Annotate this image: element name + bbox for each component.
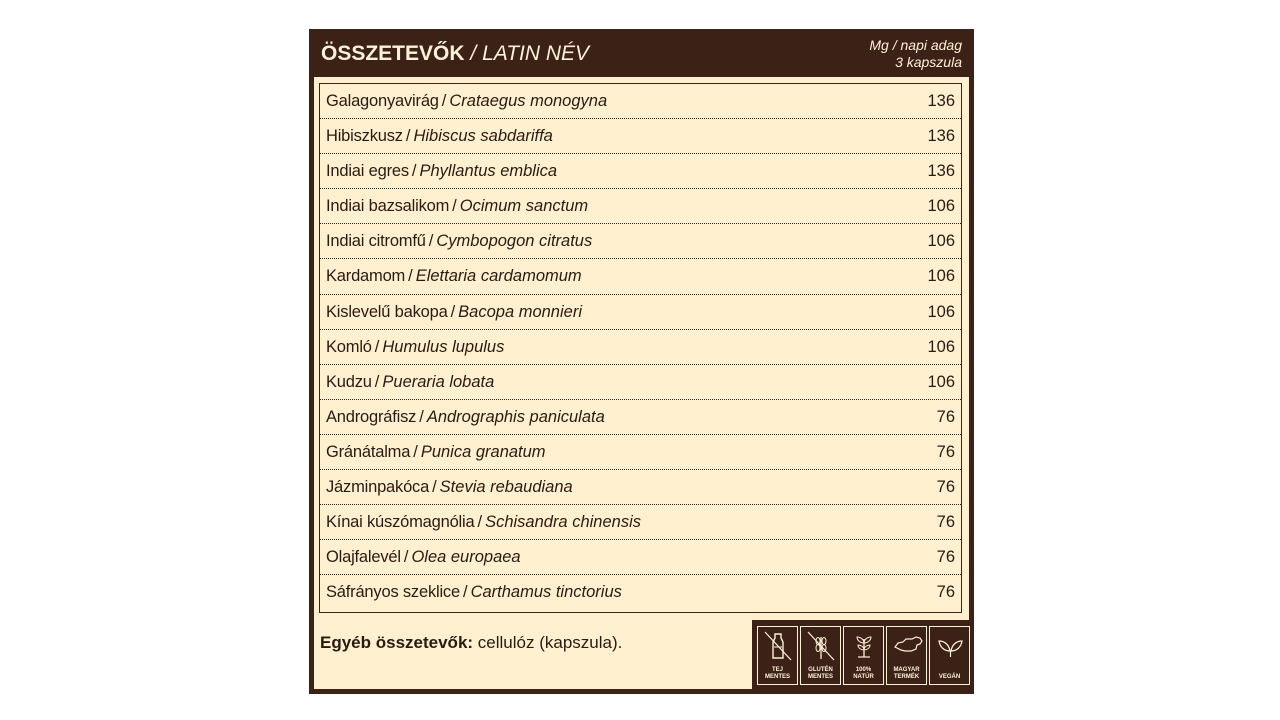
ingredient-name <box>326 478 573 497</box>
ingredient-separator: / <box>405 127 411 146</box>
unit-label <box>869 37 962 71</box>
unit-label-line1: Mg / napi adag <box>869 37 962 53</box>
ingredient-name <box>326 548 521 567</box>
ingredient-latin-name: Humulus lupulus <box>382 337 505 356</box>
ingredient-latin-name: Olea europaea <box>411 548 521 567</box>
ingredient-separator: / <box>432 478 437 497</box>
ingredient-separator: / <box>477 513 483 532</box>
hungary-map-icon <box>893 631 923 661</box>
ingredient-row <box>320 119 961 154</box>
header-title-separator: / <box>470 42 477 65</box>
ingredient-latin-name: Crataegus monogyna <box>449 92 608 110</box>
ingredient-hungarian-name: Gránátalma <box>326 442 411 461</box>
ingredient-name <box>326 408 605 427</box>
ingredient-latin-name: Elettaria cardamomum <box>415 267 582 286</box>
ingredient-row <box>320 330 961 365</box>
ingredient-table <box>319 83 962 613</box>
ingredient-hungarian-name: Sáfrányos szeklice <box>326 583 460 602</box>
ingredient-hungarian-name: Jázminpakóca <box>326 478 430 497</box>
milk-bottle-crossed-icon <box>764 631 792 661</box>
ingredient-amount: 76 <box>936 583 955 602</box>
ingredient-row <box>320 575 961 610</box>
ingredient-name <box>326 513 641 532</box>
ingredient-amount: 136 <box>927 92 955 110</box>
ingredient-hungarian-name: Indiai bazsalikom <box>326 197 450 216</box>
other-ingredients-value: cellulóz (kapszula). <box>473 633 623 652</box>
ingredient-hungarian-name: Indiai citromfű <box>326 232 426 251</box>
supplement-label <box>309 29 974 694</box>
other-ingredients-label: Egyéb összetevők: <box>320 633 474 652</box>
ingredient-row <box>320 189 961 224</box>
ingredient-latin-name: Andrographis paniculata <box>426 407 605 426</box>
ingredient-name <box>326 232 592 251</box>
ingredient-row <box>320 84 961 119</box>
header-title-latin: LATIN NÉV <box>482 42 590 65</box>
ingredient-hungarian-name: Olajfalevél <box>326 548 401 567</box>
ingredient-amount: 106 <box>927 372 955 391</box>
ingredient-amount: 106 <box>927 337 955 356</box>
ingredient-separator: / <box>419 407 424 426</box>
ingredient-amount: 76 <box>936 478 955 497</box>
ingredient-latin-name: Phyllantus emblica <box>419 162 558 181</box>
ingredient-amount: 106 <box>927 232 955 251</box>
header-title <box>321 41 589 67</box>
ingredient-separator: / <box>374 337 380 356</box>
leaves-icon <box>936 631 966 661</box>
ingredient-amount: 136 <box>927 162 955 181</box>
ingredient-separator: / <box>413 442 418 461</box>
ingredient-hungarian-name: Komló <box>326 337 372 356</box>
ingredient-row <box>320 435 961 470</box>
ingredient-separator: / <box>452 197 457 216</box>
ingredient-name <box>326 583 622 602</box>
ingredient-latin-name: Pueraria lobata <box>382 372 495 391</box>
ingredient-row <box>320 505 961 540</box>
ingredient-name <box>326 197 588 216</box>
ingredients-header <box>309 29 974 77</box>
ingredient-hungarian-name: Indiai egres <box>326 162 409 181</box>
ingredient-amount: 76 <box>936 442 955 461</box>
badge-gluten-free <box>800 626 841 685</box>
ingredient-latin-name: Stevia rebaudiana <box>439 478 573 497</box>
ingredient-amount: 106 <box>927 302 955 321</box>
ingredient-name <box>326 373 494 392</box>
badge-vegan-caption: VEGÁN <box>938 674 961 680</box>
ingredient-separator: / <box>403 548 409 567</box>
ingredient-row <box>320 224 961 259</box>
ingredient-latin-name: Carthamus tinctorius <box>470 583 622 602</box>
ingredient-hungarian-name: Hibiszkusz <box>326 127 403 146</box>
ingredient-row <box>320 154 961 189</box>
other-ingredients <box>320 633 622 653</box>
badge-vegan <box>929 626 970 685</box>
ingredient-hungarian-name: Kardamom <box>326 267 406 286</box>
ingredient-amount: 136 <box>927 127 955 146</box>
ingredient-latin-name: Ocimum sanctum <box>459 197 589 216</box>
ingredient-hungarian-name: Kínai kúszómagnólia <box>326 513 475 532</box>
ingredient-row <box>320 295 961 330</box>
ingredient-name <box>326 303 582 322</box>
ingredient-latin-name: Schisandra chinensis <box>485 513 641 532</box>
header-title-hungarian: ÖSSZETEVŐK <box>321 42 465 65</box>
ingredient-amount: 106 <box>927 197 955 216</box>
ingredient-hungarian-name: Kudzu <box>326 372 372 391</box>
wheat-crossed-icon <box>807 631 835 661</box>
unit-label-line2: 3 kapszula <box>895 54 962 70</box>
badge-milk-free-caption: TEJ MENTES <box>764 667 790 680</box>
ingredient-hungarian-name: Galagonyavirág <box>326 92 439 110</box>
ingredient-separator: / <box>411 162 417 181</box>
badge-milk-free <box>757 626 798 685</box>
ingredient-name <box>326 338 504 357</box>
ingredient-row <box>320 540 961 575</box>
ingredient-amount: 76 <box>936 407 955 426</box>
ingredient-name <box>326 127 553 146</box>
badge-hungarian-product <box>886 626 927 685</box>
badge-gluten-free-caption: GLUTÉN MENTES <box>807 667 833 680</box>
ingredient-name <box>326 92 607 111</box>
ingredient-row <box>320 400 961 435</box>
ingredient-separator: / <box>450 302 456 321</box>
ingredient-amount: 76 <box>936 513 955 532</box>
ingredient-row <box>320 470 961 505</box>
ingredient-amount: 76 <box>936 548 955 567</box>
ingredient-separator: / <box>428 232 434 251</box>
ingredient-latin-name: Punica granatum <box>420 442 546 461</box>
ingredient-amount: 106 <box>927 267 955 286</box>
ingredient-separator: / <box>374 372 380 391</box>
ingredient-name <box>326 162 557 181</box>
ingredient-row <box>320 365 961 400</box>
ingredient-hungarian-name: Andrográfisz <box>326 407 417 426</box>
ingredient-row <box>320 259 961 294</box>
badge-natural <box>843 626 884 685</box>
plant-sprout-icon <box>850 631 878 661</box>
ingredient-name <box>326 443 546 462</box>
ingredient-separator: / <box>408 267 413 286</box>
badge-strip <box>752 620 974 689</box>
ingredient-latin-name: Bacopa monnieri <box>458 302 582 321</box>
ingredient-latin-name: Cymbopogon citratus <box>436 232 593 251</box>
ingredient-hungarian-name: Kislevelű bakopa <box>326 302 448 321</box>
label-content <box>314 77 969 689</box>
ingredient-separator: / <box>441 92 447 110</box>
ingredient-name <box>326 267 582 286</box>
badge-natural-caption: 100% NATÚR <box>853 667 874 680</box>
ingredient-separator: / <box>462 583 468 602</box>
badge-hungarian-product-caption: MAGYAR TERMÉK <box>893 667 920 680</box>
ingredient-latin-name: Hibiscus sabdariffa <box>413 127 553 146</box>
